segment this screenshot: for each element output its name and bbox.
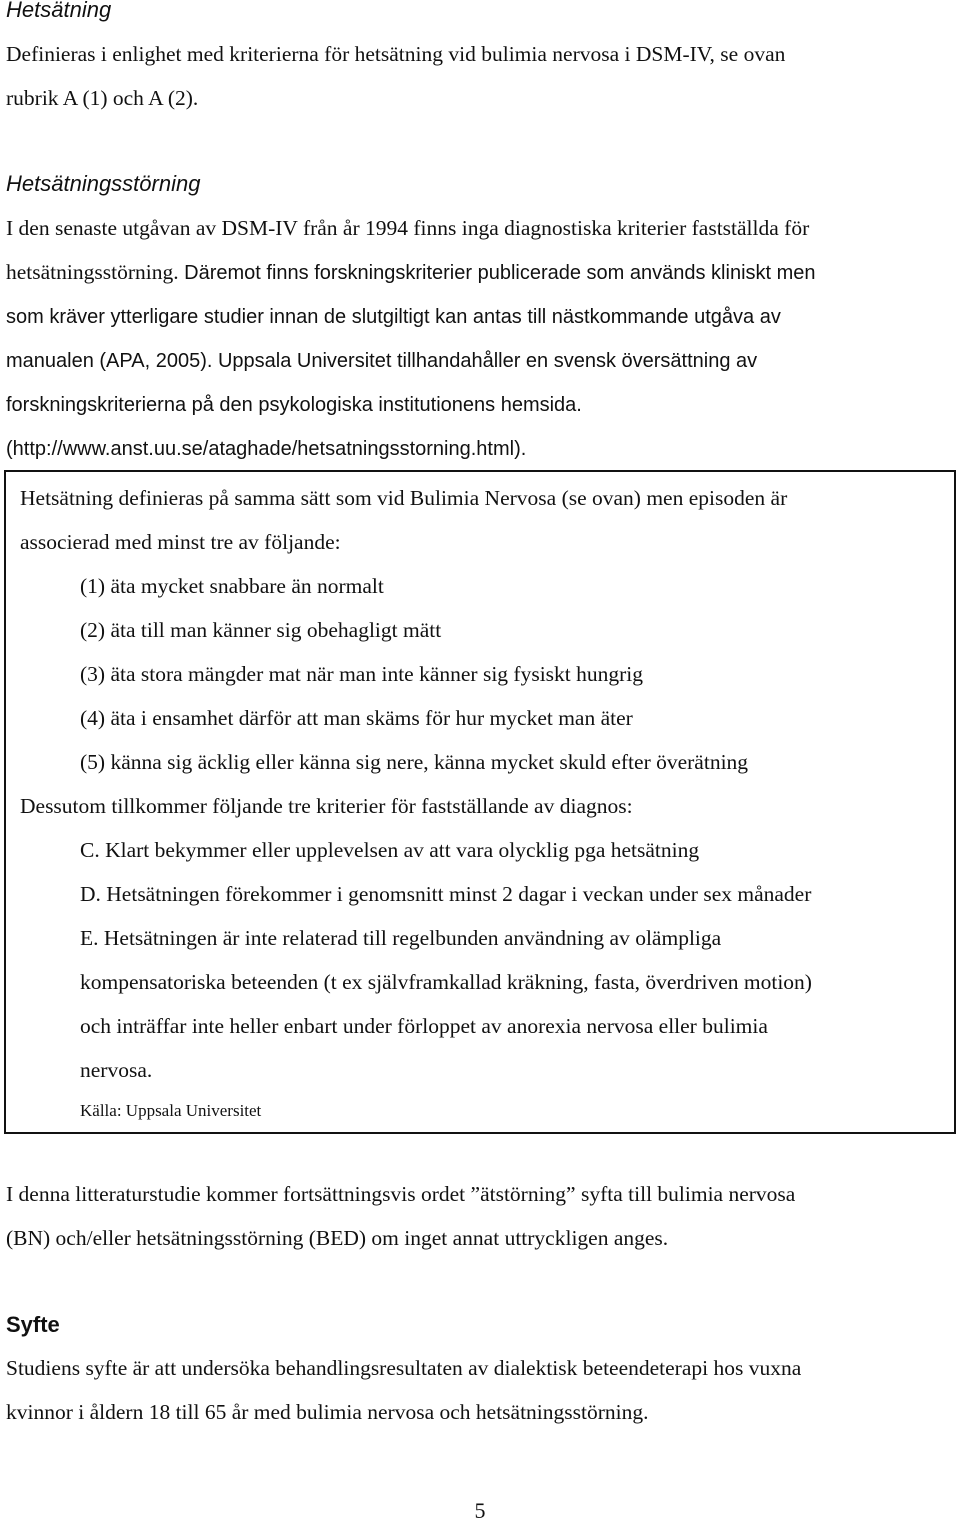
diagnosis-item: och inträffar inte heller enbart under förloppet av anorexia nervosa eller bulimia <box>80 1014 768 1038</box>
paragraph-line: forskningskriterierna på den psykologiska institutionens hemsida. <box>6 394 582 416</box>
box-source: Källa: Uppsala Universitet <box>80 1101 262 1120</box>
hetsatningsstorning-paragraph <box>6 206 956 471</box>
heading-hetsatningsstorning: Hetsätningsstörning <box>6 171 201 196</box>
paragraph-line: Studiens syfte är att undersöka behandlingsresultaten av dialektisk beteendeterapi hos vuxna <box>6 1356 802 1380</box>
criteria-box <box>4 470 956 1134</box>
paragraph-text: Däremot finns forskningskriterier publicerade som används kliniskt men <box>178 262 816 284</box>
paragraph-text: ). <box>514 438 527 460</box>
paragraph-text: manualen (APA, 2005). <box>6 350 213 372</box>
definition-paragraph <box>6 1172 956 1260</box>
source-link[interactable]: (http://www.anst.uu.se/ataghade/hetsatningsstorning.html <box>6 438 515 460</box>
heading-hetsatning: Hetsätning <box>6 0 112 22</box>
criterion-item: (2) äta till man känner sig obehagligt mätt <box>80 618 442 642</box>
page-number: 5 <box>474 1498 486 1523</box>
box-intro-line: associerad med minst tre av följande: <box>20 530 341 554</box>
paragraph-text: hetsätningsstörning. <box>6 260 179 284</box>
syfte-paragraph <box>6 1346 956 1434</box>
paragraph-line: rubrik A (1) och A (2). <box>6 86 199 110</box>
paragraph-line: I denna litteraturstudie kommer fortsättningsvis ordet ”ätstörning” syfta till bulimia nervosa <box>6 1182 796 1206</box>
criterion-item: (3) äta stora mängder mat när man inte känner sig fysiskt hungrig <box>80 662 644 686</box>
criterion-item: (1) äta mycket snabbare än normalt <box>80 574 384 598</box>
additional-criteria-line: Dessutom tillkommer följande tre kriterier för fastställande av diagnos: <box>20 794 633 818</box>
paragraph-line: I den senaste utgåvan av DSM-IV från år 1994 finns inga diagnostiska kriterier fastställda för <box>6 216 810 240</box>
diagnosis-item: nervosa. <box>80 1058 153 1082</box>
paragraph-line: som kräver ytterligare studier innan de slutgiltigt kan antas till nästkommande utgåva av <box>6 306 781 328</box>
paragraph-text: Uppsala Universitet tillhandahåller en svensk översättning av <box>212 350 758 372</box>
criterion-item: (4) äta i ensamhet därför att man skäms för hur mycket man äter <box>80 706 633 730</box>
diagnosis-item: D. Hetsätningen förekommer i genomsnitt minst 2 dagar i veckan under sex månader <box>80 882 812 906</box>
box-intro-line: Hetsätning definieras på samma sätt som vid Bulimia Nervosa (se ovan) men episoden är <box>20 486 788 510</box>
diagnosis-item: C. Klart bekymmer eller upplevelsen av att vara olycklig pga hetsätning <box>80 838 700 862</box>
hetsatning-paragraph <box>6 32 956 120</box>
paragraph-line: (BN) och/eller hetsätningsstörning (BED) om inget annat uttryckligen anges. <box>6 1226 669 1250</box>
paragraph-line: Definieras i enlighet med kriterierna för hetsätning vid bulimia nervosa i DSM-IV, se ovan <box>6 42 786 66</box>
diagnosis-item: kompensatoriska beteenden (t ex självframkallad kräkning, fasta, överdriven motion) <box>80 970 812 994</box>
heading-syfte: Syfte <box>6 1312 60 1337</box>
diagnosis-item: E. Hetsätningen är inte relaterad till regelbunden användning av olämpliga <box>80 926 722 950</box>
criterion-item: (5) känna sig äcklig eller känna sig nere, känna mycket skuld efter överätning <box>80 750 749 774</box>
paragraph-line: kvinnor i åldern 18 till 65 år med bulimia nervosa och hetsätningsstörning. <box>6 1400 649 1424</box>
